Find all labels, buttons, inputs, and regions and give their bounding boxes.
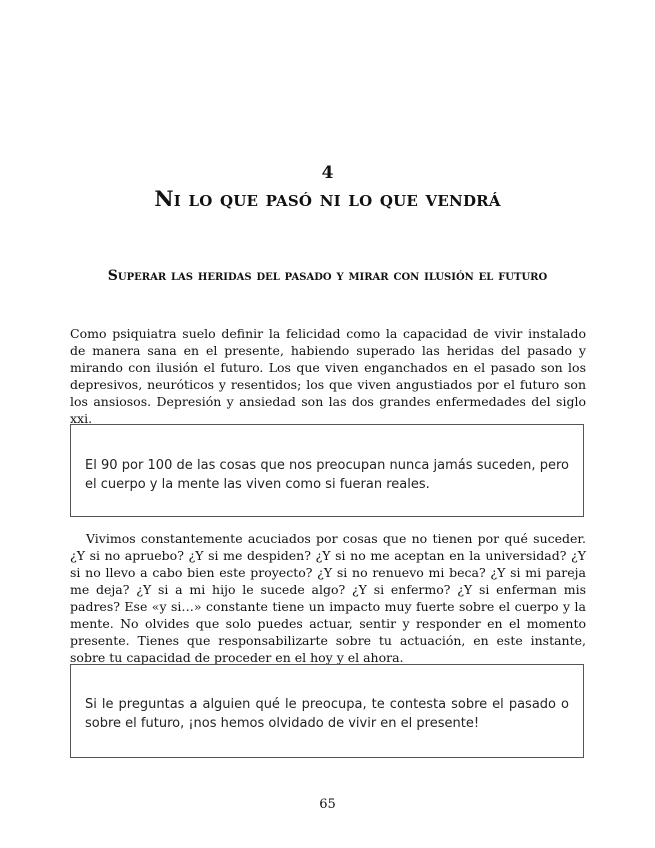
page-number: 65 [319, 797, 336, 812]
highlight-quote-box [70, 664, 584, 758]
chapter-title: Ni lo que pasó ni lo que vendrá [154, 186, 501, 211]
quote-text: Si le preguntas a alguien qué le preocupa, te contesta sobre el pasado o sobre el futuro, ¡nos hemos olvidado de vivir en el presente! [85, 697, 569, 731]
section-title: Superar las heridas del pasado y mirar con ilusión el futuro [107, 268, 548, 284]
body-paragraph: Como psiquiatra suelo definir la felicidad como la capacidad de vivir instalado de manera sana en el presente, habiendo superado las heridas del pasado y mirando con ilusión el futuro. Los que viven enganchados en el pasado son los depresivos, neuróticos y resentidos; los que viven angustiados por el futuro son los ansiosos. Depresión y ansiedad son las dos grandes enfermedades del siglo xxi. [70, 326, 586, 426]
quote-text: El 90 por 100 de las cosas que nos preocupan nunca jamás suceden, pero el cuerpo y la mente las viven como si fueran reales. [85, 458, 569, 492]
highlight-quote-box [70, 424, 584, 517]
body-paragraph: Vivimos constantemente acuciados por cosas que no tienen por qué suceder. ¿Y si no apruebo? ¿Y si me despiden? ¿Y si no me aceptan en la universidad? ¿Y si no llevo a cabo bien este proyecto? ¿Y si no renuevo mi beca? ¿Y si mi pareja me deja? ¿Y si a mi hijo le sucede algo? ¿Y si enfermo? ¿Y si enferman mis padres? Ese «y si…» constante tiene un impacto muy fuerte sobre el cuerpo y la mente. No olvides que solo puedes actuar, sentir y responder en el momento presente. Tienes que responsabilizarte sobre tu actuación, en este instante, sobre tu capacidad de proceder en el hoy y el ahora. [70, 531, 586, 665]
chapter-number: 4 [321, 163, 334, 183]
